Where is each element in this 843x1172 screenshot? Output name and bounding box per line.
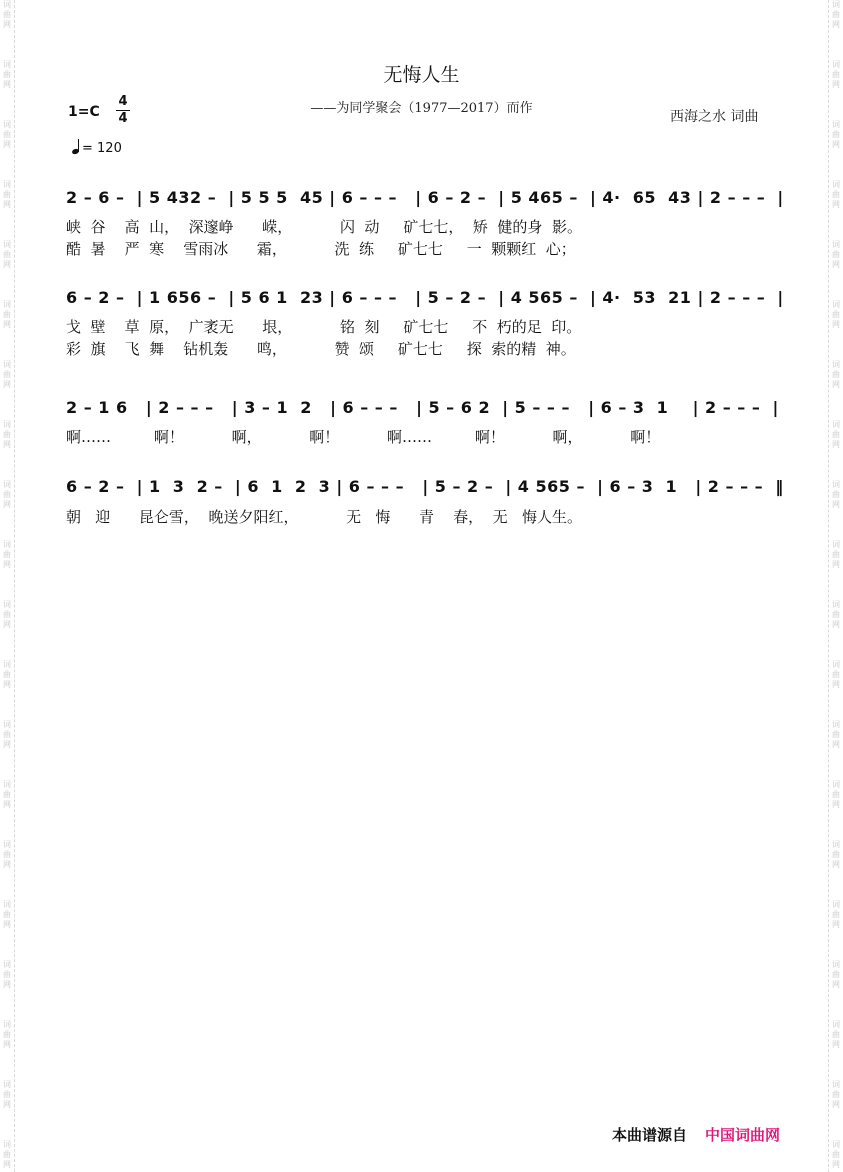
watermark-text: 词 曲 网 bbox=[832, 660, 840, 689]
song-title: 无悔人生 bbox=[383, 64, 460, 86]
watermark-text: 词 曲 网 bbox=[832, 840, 840, 869]
watermark-text: 词 曲 网 bbox=[3, 720, 11, 749]
watermark-text: 词 曲 网 bbox=[832, 360, 840, 389]
watermark-text: 词 曲 网 bbox=[3, 840, 11, 869]
lyric-line-1: 峡 谷 高 山， 深邃峥 嵘， 闪 动 矿七七， 矫 健的身 影。 bbox=[66, 218, 582, 236]
watermark-text: 词 曲 网 bbox=[832, 600, 840, 629]
lyric-line-3: 戈 壁 草 原， 广袤无 垠， 铭 刻 矿七七 不 朽的足 印。 bbox=[66, 318, 582, 336]
watermark-text: 词 曲 网 bbox=[3, 1020, 11, 1049]
watermark-text: 词 曲 网 bbox=[3, 60, 11, 89]
watermark-text: 词 曲 网 bbox=[832, 0, 840, 29]
watermark-text: 词 曲 网 bbox=[3, 1140, 11, 1169]
watermark-text: 词 曲 网 bbox=[832, 720, 840, 749]
watermark-text: 词 曲 网 bbox=[3, 420, 11, 449]
site-link[interactable]: 中国词曲网 bbox=[705, 1126, 781, 1144]
watermark-text: 词 曲 网 bbox=[832, 120, 840, 149]
lyric-line-2: 酷 暑 严 寒 雪雨冰 霜， 洗 练 矿七七 一 颗颗红 心； bbox=[66, 240, 576, 258]
song-subtitle: ——为同学聚会（1977—2017）而作 bbox=[310, 101, 533, 116]
watermark-text: 词 曲 网 bbox=[3, 360, 11, 389]
watermark-text: 词 曲 网 bbox=[832, 1020, 840, 1049]
watermark-text: 词 曲 网 bbox=[3, 240, 11, 269]
watermark-text: 词 曲 网 bbox=[3, 180, 11, 209]
watermark-text: 词 曲 网 bbox=[3, 540, 11, 569]
tempo-marking bbox=[72, 139, 122, 156]
watermark-text: 词 曲 网 bbox=[3, 1080, 11, 1109]
lyric-line-5: 啊…… 啊！ 啊， 啊！ 啊…… 啊！ 啊， 啊！ bbox=[66, 428, 661, 446]
watermark-text: 词 曲 网 bbox=[3, 900, 11, 929]
watermark-text: 词 曲 网 bbox=[3, 120, 11, 149]
lyric-line-4: 彩 旗 飞 舞 钻机轰 鸣， 赞 颂 矿七七 探 索的精 神。 bbox=[66, 340, 576, 358]
right-watermark-strip bbox=[828, 0, 843, 1172]
watermark-text: 词 曲 网 bbox=[832, 1080, 840, 1109]
watermark-text: 词 曲 网 bbox=[832, 780, 840, 809]
left-watermark-strip bbox=[0, 0, 15, 1172]
watermark-text: 词 曲 网 bbox=[3, 0, 11, 29]
watermark-text: 词 曲 网 bbox=[3, 780, 11, 809]
notation-line-3: 2 – 1 6 | 2 – – – | 3 – 1 2 | 6 – – – | 5 – 6 2 | 5 – – – | 6 – 3 1 | 2 – – – | bbox=[66, 398, 779, 417]
watermark-text: 词 曲 网 bbox=[832, 540, 840, 569]
watermark-text: 词 曲 网 bbox=[832, 480, 840, 509]
footer-credit bbox=[612, 1124, 780, 1145]
watermark-text: 词 曲 网 bbox=[3, 480, 11, 509]
watermark-text: 词 曲 网 bbox=[832, 960, 840, 989]
tempo-value: = 120 bbox=[82, 141, 122, 156]
watermark-text: 词 曲 网 bbox=[832, 420, 840, 449]
time-signature bbox=[116, 95, 130, 126]
time-signature-top: 4 bbox=[118, 94, 128, 109]
watermark-text: 词 曲 网 bbox=[832, 180, 840, 209]
watermark-text: 词 曲 网 bbox=[832, 300, 840, 329]
watermark-text: 词 曲 网 bbox=[832, 60, 840, 89]
watermark-text: 词 曲 网 bbox=[832, 240, 840, 269]
time-signature-bottom: 4 bbox=[118, 111, 128, 126]
source-label: 本曲谱源自 bbox=[612, 1126, 688, 1144]
notation-line-2: 6 – 2 – | 1 656 – | 5 6 1 23 | 6 – – – | 5 – 2 – | 4 565 – | 4· 53 21 | 2 – – – | bbox=[66, 288, 784, 307]
watermark-text: 词 曲 网 bbox=[832, 900, 840, 929]
watermark-text: 词 曲 网 bbox=[3, 300, 11, 329]
watermark-text: 词 曲 网 bbox=[3, 660, 11, 689]
notation-line-4: 6 – 2 – | 1 3 2 – | 6 1 2 3 | 6 – – – | 5 – 2 – | 4 565 – | 6 – 3 1 | 2 – – – ‖ bbox=[66, 477, 784, 496]
author-credit: 西海之水 词曲 bbox=[670, 109, 759, 125]
lyric-line-6: 朝 迎 昆仑雪， 晚送夕阳红， 无 悔 青 春， 无 悔人生。 bbox=[66, 508, 582, 526]
watermark-text: 词 曲 网 bbox=[3, 600, 11, 629]
watermark-text: 词 曲 网 bbox=[3, 960, 11, 989]
watermark-text: 词 曲 网 bbox=[832, 1140, 840, 1169]
notation-line-1: 2 – 6 – | 5 432 – | 5 5 5 45 | 6 – – – | 6 – 2 – | 5 465 – | 4· 65 43 | 2 – – – | bbox=[66, 188, 784, 207]
key-signature: 1=C bbox=[68, 104, 100, 120]
quarter-note-icon bbox=[72, 139, 82, 155]
